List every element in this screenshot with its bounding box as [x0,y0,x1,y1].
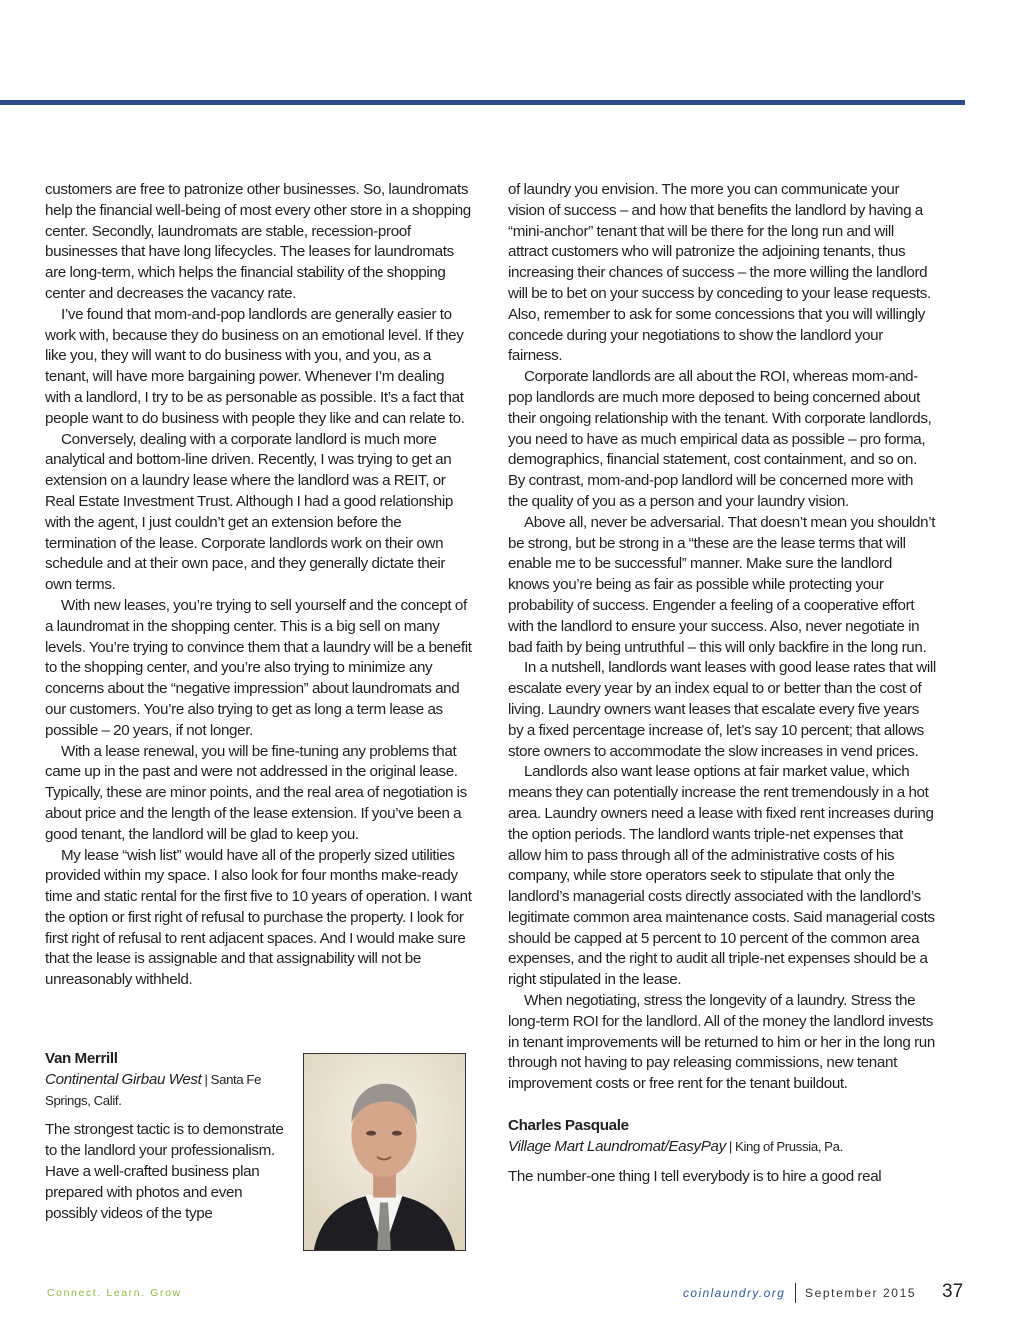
paragraph: With a lease renewal, you will be fine-tuning any problems that came up in the past and were not addressed in the original lease. Typically, these are minor points, and the real area of negotiation is about price and the length of the lease extension. If you’ve been a good tenant, the landlord will be glad to keep you. [45,742,467,843]
paragraph: of laundry you envision. The more you can communicate your vision of success – and how that benefits the landlord by having a “mini-anchor” tenant that will be there for the long run and will attract customers who will patronize the adjoining tenants, thus increasing their chances of success – the more willing the landlord will be to bet on your success by conceding to your lease requests. Also, remember to ask for some concessions that you will willingly concede during your negotiations to show the landlord your fairness. [508,181,931,365]
paragraph: I’ve found that mom-and-pop landlords are generally easier to work with, because they do business on an emotional level. If they like you, they will want to do business with you, and you, as a tenant, will have more bargaining power. Whenever I’m dealing with a landlord, I try to be as personable as possible. It’s a fact that people want to do business with people they like and can relate to. [45,305,465,427]
paragraph: customers are free to patronize other businesses. So, laundromats help the financial well-being of most every other store in a shopping center. Secondly, laundromats are stable, recession-proof businesses that have long lifecycles. The leases for laundromats are long-term, which helps the financial stability of the shopping center and decreases the vacancy rate. [45,181,471,302]
paragraph: In a nutshell, landlords want leases with good lease rates that will escalate every year by an index equal to or better than the cost of living. Laundry owners want leases that escalate every five years by a fixed percentage increase of, let’s say 10 percent; that allows store owners to accommodate the slow increases in vend prices. [508,659,936,760]
profile-org: Continental Girbau West [45,1070,202,1088]
profile-org: Village Mart Laundromat/EasyPay [508,1137,726,1155]
portrait-illustration [304,1054,465,1250]
page-number: 37 [942,1281,964,1302]
footer-date: September 2015 [805,1286,917,1300]
profile-quote: The strongest tactic is to demonstrate to the landlord your professionalism. Have a well-crafted business plan prepared with photos and even possibly videos of the type [45,1121,284,1222]
footer-site-link[interactable]: coinlaundry.org [683,1286,786,1300]
paragraph: Corporate landlords are all about the ROI, whereas mom-and-pop landlords are much more deposed to being concerned about their ongoing relationship with the tenant. With corporate landlords, you need to have as much empirical data as possible – pro forma, demographics, financial statement, cost containment, and so on. By contrast, mom-and-pop landlord will be concerned more with the quality of you as a person and your laundry vision. [508,368,932,510]
right-column [508,180,936,1187]
paragraph: When negotiating, stress the longevity of a laundry. Stress the long-term ROI for the landlord. All of the money the landlord invests in tenant improvements will be returned to him or her in the long run through not having to pay releasing commissions, new tenant improvement costs or free rent for the tenant buildout. [508,992,935,1093]
left-column [45,180,473,991]
header-rule [0,100,965,105]
paragraph: Above all, never be adversarial. That doesn’t mean you shouldn’t be strong, but be strong in a “these are the lease terms that will enable me to be successful” manner. Make sure the landlord knows you’re being as fair as possible while protecting your probability of success. Engender a feeling of a cooperative effort with the landlord to ensure your success. Also, never negotiate in bad faith by being untruthful – this will only backfire in the long run. [508,513,936,656]
profile-charles-pasquale [508,1116,936,1187]
footer-divider [795,1283,796,1303]
paragraph: With new leases, you’re trying to sell yourself and the concept of a laundromat in the shopping center. This is a big sell on many levels. You’re trying to convince them that a laundry will be a benefit to the shopping center, and you’re also trying to minimize any concerns about the “negative impression” about laundromats and our customers. You’re also trying to get as long a term lease as possible – 20 years, if not longer. [45,596,472,739]
paragraph: Conversely, dealing with a corporate landlord is much more analytical and bottom-line driven. Recently, I was trying to get an extension on a laundry lease where the landlord was a REIT, or Real Estate Investment Trust. Although I had a good relationship with the agent, I just couldn’t get an extension before the termination of the lease. Corporate landlords work on their own schedule and at their own pace, and they generally dictate their own terms. [45,430,454,594]
profile-name: Charles Pasquale [508,1117,629,1135]
page-footer [0,1283,1024,1303]
paragraph: Landlords also want lease options at fair market value, which means they can potentially increase the rent tremendously in a hot area. Laundry owners need a lease with fixed rent increases during the option periods. The landlord wants triple-net expenses that allow him to pass through all of the administrative costs of his company, while store operators seek to stipulate that only the landlord’s managerial costs directly associated with the landlord’s legitimate common area maintenance costs. Said managerial costs should be capped at 5 percent to 10 percent of the common area expenses, and the right to audit all triple-net expenses should be a right stipulated in the lease. [508,763,935,989]
paragraph: My lease “wish list” would have all of the properly sized utilities provided within my space. I also look for four months make-ready time and static rental for the first five to 10 years of operation. I want the option or first right of refusal to purchase the property. I look for first right of refusal to rent adjacent spaces. And I would make sure that the lease is assignable and that assignability will not be unreasonably withheld. [45,846,472,989]
profile-van-merrill [45,1049,295,1224]
profile-name: Van Merrill [45,1050,118,1067]
profile-location: | Santa Fe Springs, Calif. [45,1071,262,1108]
profile-location: | King of Prussia, Pa. [725,1138,843,1154]
profile-affiliation [45,1070,295,1112]
footer-tagline: Connect. Learn. Grow [47,1287,182,1299]
profile-affiliation [508,1137,936,1158]
headshot-photo [303,1053,466,1251]
profile-quote: The number-one thing I tell everybody is to hire a good real [508,1167,882,1185]
